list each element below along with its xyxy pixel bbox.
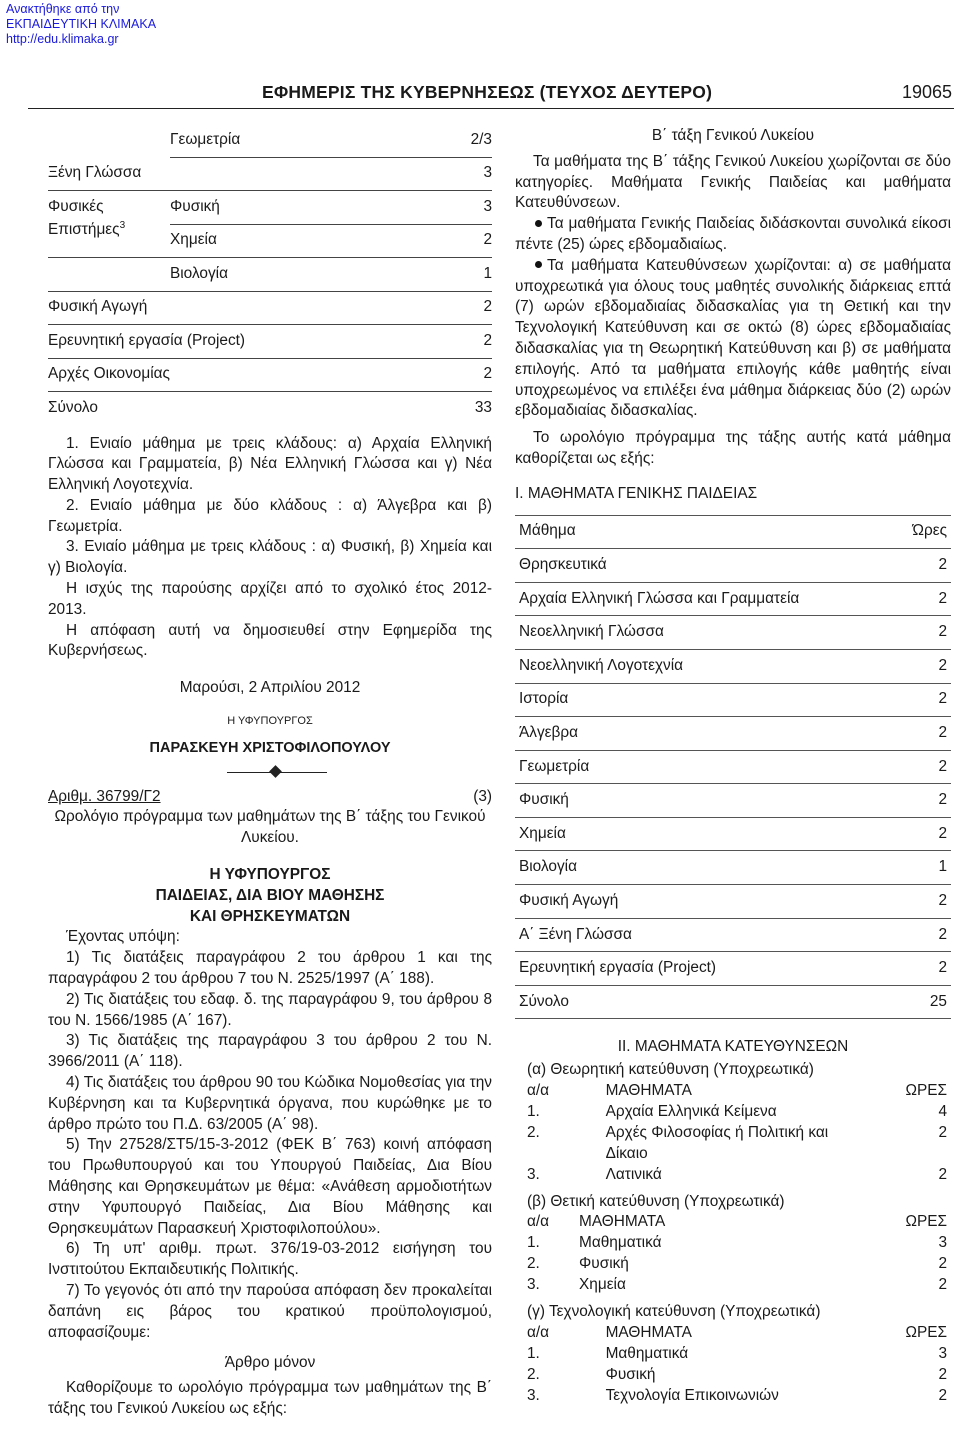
hours-cell: 2	[903, 918, 951, 952]
direction-row	[515, 1386, 951, 1407]
table-header-row	[515, 515, 951, 549]
table-row	[515, 582, 951, 616]
subject-cell: Ερευνητική εργασία (Project)	[48, 325, 452, 359]
table-row	[515, 952, 951, 986]
watermark-line: Ανακτήθηκε από την	[6, 2, 120, 16]
publish-text: Η απόφαση αυτή να δημοσιευθεί στην Εφημερίδα της Κυβερνήσεως.	[48, 621, 492, 660]
considering-label: Έχοντας υπόψη:	[66, 928, 180, 946]
direction-row	[515, 1365, 951, 1386]
row-index: 3.	[527, 1387, 540, 1405]
considering-item: 2) Τις διατάξεις του εδαφ. δ. της παραγράφου 9, του άρθρου 8 του Ν. 1566/1985 (Α΄ 167).	[48, 990, 492, 1029]
table-row	[515, 918, 951, 952]
subject-cell: Ερευνητική εργασία (Project)	[515, 952, 903, 986]
header-rule	[28, 108, 954, 109]
subject-cell: Άλγεβρα	[515, 717, 903, 751]
subject-cell: Μάθημα	[515, 515, 903, 549]
hours-cell: 2	[903, 952, 951, 986]
subject-cell: Χημεία	[515, 817, 903, 851]
bullet-paragraph	[515, 214, 951, 256]
directions-container	[515, 1060, 951, 1407]
footnote: 1. Ενιαίο μάθημα με τρεις κλάδους: α) Αρχαία Ελληνική Γλώσσα και Γραμματεία, β) Νέα Ελληνική Γλώσσα και γ) Νέα Ελληνική Λογοτεχνία.	[48, 434, 492, 494]
direction-row	[515, 1275, 951, 1296]
validity-text: Η ισχύς της παρούσης αρχίζει από το σχολικό έτος 2012-2013.	[48, 580, 492, 618]
schedule-intro: Το ωρολόγιο πρόγραμμα της τάξης αυτής κατά μάθημα καθορίζεται ως εξής:	[515, 429, 951, 467]
course-hours: ΩΡΕΣ	[905, 1213, 947, 1231]
general-education-table	[515, 515, 951, 1020]
row-index: 2.	[527, 1124, 540, 1142]
direction-row	[515, 1102, 951, 1123]
course-name: Φυσική	[579, 1255, 629, 1273]
course-hours: 2	[938, 1255, 947, 1273]
course-name: ΜΑΘΗΜΑΤΑ	[605, 1324, 692, 1342]
section-heading: Β΄ τάξη Γενικού Λυκείου	[651, 127, 815, 144]
hours-cell: 2	[452, 358, 492, 392]
section-title-general: Ι. ΜΑΘΗΜΑΤΑ ΓΕΝΙΚΗΣ ΠΑΙΔΕΙΑΣ	[515, 484, 758, 502]
table-row	[515, 717, 951, 751]
subject-cell: Αρχαία Ελληνική Γλώσσα και Γραμματεία	[515, 582, 903, 616]
hours-cell: 2	[903, 784, 951, 818]
direction-header-row	[515, 1081, 951, 1102]
course-hours: 2	[938, 1165, 947, 1183]
row-index: α/α	[527, 1082, 550, 1100]
subjects-hours-table	[48, 124, 492, 425]
hours-cell: 3	[452, 157, 492, 191]
hours-cell: 1	[452, 258, 492, 292]
authority-line: ΠΑΙΔΕΙΑΣ, ΔΙΑ ΒΙΟΥ ΜΑΘΗΣΗΣ	[155, 886, 385, 904]
hours-cell: 2	[903, 717, 951, 751]
gazette-header	[0, 80, 960, 104]
decision-ref: (3)	[473, 787, 492, 805]
direction-table	[515, 1081, 951, 1186]
bullet-paragraph	[515, 256, 951, 422]
subject-cell: Α΄ Ξένη Γλώσσα	[515, 918, 903, 952]
course-name: Αρχαία Ελληνικά Κείμενα	[605, 1103, 777, 1121]
subject-cell: Νεοελληνική Λογοτεχνία	[515, 649, 903, 683]
direction-row	[515, 1165, 951, 1186]
signatory-name: ΠΑΡΑΣΚΕΥΗ ΧΡΙΣΤΟΦΙΛΟΠΟΥΛΟΥ	[149, 739, 391, 756]
table-row	[515, 549, 951, 583]
subject-cell: Φυσική	[170, 191, 452, 225]
direction-table	[515, 1212, 951, 1296]
decision-number-line	[48, 787, 492, 808]
course-hours: 3	[938, 1234, 947, 1252]
table-row	[515, 784, 951, 818]
subject-cell: Αρχές Οικονομίας	[48, 358, 452, 392]
hours-cell: Ώρες	[903, 515, 951, 549]
place-date: Μαρούσι, 2 Απριλίου 2012	[179, 679, 361, 697]
sciences-group-cell	[48, 191, 170, 258]
authority-line: ΚΑΙ ΘΡΗΣΚΕΥΜΑΤΩΝ	[189, 907, 351, 925]
left-column	[48, 124, 492, 1420]
row-index: 3.	[527, 1165, 540, 1183]
subject-cell: Γεωμετρία	[170, 124, 452, 157]
course-name: ΜΑΘΗΜΑΤΑ	[605, 1082, 692, 1100]
subject-cell: Σύνολο	[515, 985, 903, 1019]
subject-cell: Θρησκευτικά	[515, 549, 903, 583]
page-number: 19065	[901, 82, 952, 102]
table-row	[515, 851, 951, 885]
hours-cell: 2	[903, 817, 951, 851]
course-hours: 2	[938, 1124, 947, 1142]
row-index: 1.	[527, 1345, 540, 1363]
direction-header-row	[515, 1212, 951, 1233]
direction-title: (β) Θετική κατεύθυνση (Υποχρεωτικά)	[527, 1192, 785, 1210]
considering-item: 5) Την 27528/ΣΤ5/15-3-2012 (ΦΕΚ Β΄ 763) κοινή απόφαση του Πρωθυπουργού και του Υπουργού Παιδείας, Δια Βίου Μάθησης και Θρησκευμάτων με θέμα: «Ανάθεση αρμοδιοτήτων στην Υφυπουργό Παιδείας, Δια Βίου Μάθησης και Θρησκευμάτων Παρασκευή Χριστοφιλοπούλου».	[48, 1136, 492, 1237]
hours-cell: 2	[903, 885, 951, 919]
signatory-title: Η ΥΦΥΠΟΥΡΓΟΣ	[227, 715, 313, 728]
watermark-line: ΕΚΠΑΙΔΕΥΤΙΚΗ ΚΛΙΜΑΚΑ	[6, 17, 157, 31]
hours-cell: 2	[903, 683, 951, 717]
considering-item: 3) Τις διατάξεις της παραγράφου 3 του άρθρου 2 του Ν. 3966/2011 (Α΄ 118).	[48, 1032, 492, 1071]
hours-cell: 2	[452, 291, 492, 325]
section-title-directions: ΙΙ. ΜΑΘΗΜΑΤΑ ΚΑΤΕΥΘΥΝΣΕΩΝ	[617, 1038, 849, 1056]
hours-cell: 2	[452, 325, 492, 359]
gazette-title: ΕΦΗΜΕΡΙΣ ΤΗΣ ΚΥΒΕΡΝΗΣΕΩΣ (ΤΕΥΧΟΣ ΔΕΥΤΕΡΟ)	[262, 82, 713, 102]
hours-cell: 2	[452, 224, 492, 258]
direction-title: (γ) Τεχνολογική κατεύθυνση (Υποχρεωτικά)	[527, 1303, 821, 1321]
subject-cell: Βιολογία	[515, 851, 903, 885]
bullet-text: Τα μαθήματα Γενικής Παιδείας διδάσκονται συνολικά είκοσι πέντε (25) ώρες εβδομαδιαίως.	[515, 215, 951, 253]
bullet-icon	[535, 261, 542, 268]
subject-cell: Νεοελληνική Γλώσσα	[515, 616, 903, 650]
subject-cell: Φυσική	[515, 784, 903, 818]
course-hours: ΩΡΕΣ	[905, 1082, 947, 1100]
direction-table	[515, 1323, 951, 1407]
total-label-cell: Σύνολο	[48, 398, 98, 416]
direction-header-row	[515, 1323, 951, 1344]
hours-cell: 3	[452, 191, 492, 225]
course-name: Τεχνολογία Επικοινωνιών	[605, 1387, 779, 1405]
row-index: 3.	[527, 1276, 540, 1294]
direction-title: (α) Θεωρητική κατεύθυνση (Υποχρεωτικά)	[527, 1061, 814, 1079]
row-index: 1.	[527, 1234, 540, 1252]
row-index: α/α	[527, 1324, 550, 1342]
table-row	[515, 750, 951, 784]
course-hours: 4	[938, 1103, 947, 1121]
direction-row	[515, 1344, 951, 1365]
course-name: Φυσική	[605, 1366, 656, 1384]
hours-cell: 2/3	[452, 124, 492, 157]
subject-cell: Γεωμετρία	[515, 750, 903, 784]
course-hours: 2	[938, 1276, 947, 1294]
footnote-mark: 3	[119, 220, 126, 231]
row-index: 1.	[527, 1103, 540, 1121]
bullet-text: Τα μαθήματα Κατευθύνσεων χωρίζονται: α) σε μαθήματα υποχρεωτικά για όλους τους μαθητές συνολικής διάρκειας επτά (7) ωρών εβδομαδιαίας διδασκαλίας για τη Θετική και την Τεχνολογική Κατεύθυνση και σε οκτώ (8) ώρες εβδομαδιαίας διδασκαλίας για τη Θεωρητική Κατεύθυνση και β) σε μαθήματα επιλογής. Από τα μαθήματα επιλογής κάθε μαθητής είναι υποχρεωμένος να επιλέξει ένα μάθημα διάρκειας δύο (2) ωρών εβδομαδιαίας διδασκαλίας.	[515, 256, 951, 420]
hours-cell: 1	[903, 851, 951, 885]
footnote: 2. Ενιαίο μάθημα με δύο κλάδους : α) Άλγεβρα και β) Γεωμετρία.	[48, 496, 492, 535]
bullet-icon	[535, 220, 542, 227]
footnotes	[48, 434, 492, 663]
course-hours: 3	[938, 1345, 947, 1363]
course-hours: 2	[938, 1366, 947, 1384]
hours-cell: 2	[903, 649, 951, 683]
section-divider	[48, 765, 492, 781]
subject-cell: Φυσική Αγωγή	[515, 885, 903, 919]
subject-cell: Χημεία	[170, 224, 452, 258]
course-hours: ΩΡΕΣ	[905, 1324, 947, 1342]
footnote: 3. Ενιαίο μάθημα με τρεις κλάδους : α) Φυσική, β) Χημεία και γ) Βιολογία.	[48, 538, 492, 577]
decision-number: Αριθμ. 36799/Γ2	[48, 787, 161, 805]
direction-row	[515, 1233, 951, 1254]
final-text: Καθορίζουμε το ωρολόγιο πρόγραμμα των μαθημάτων της Β΄ τάξης του Γενικού Λυκείου ως εξής:	[48, 1379, 492, 1417]
group-label: Φυσικές	[48, 198, 104, 215]
direction-row	[515, 1254, 951, 1275]
course-name: Μαθηματικά	[605, 1345, 689, 1363]
subject-cell: Ιστορία	[515, 683, 903, 717]
table-row	[515, 683, 951, 717]
article-heading: Άρθρο μόνον	[224, 1354, 316, 1372]
watermark-link[interactable]: http://edu.klimaka.gr	[6, 32, 119, 46]
subject-cell: Φυσική Αγωγή	[48, 291, 452, 325]
group-label: Επιστήμες	[48, 221, 120, 239]
hours-cell: 25	[903, 985, 951, 1019]
table-row	[515, 885, 951, 919]
course-name: Λατινικά	[605, 1165, 662, 1183]
total-hours-cell: 33	[474, 398, 492, 416]
hours-cell: 2	[903, 582, 951, 616]
course-hours: 2	[938, 1387, 947, 1405]
intro-text: Τα μαθήματα της Β΄ τάξης Γενικού Λυκείου χωρίζονται σε δύο κατηγορίες. Μαθήματα Γενικής Παιδείας και μαθήματα Κατευθύνσεων.	[515, 152, 951, 212]
table-row	[515, 817, 951, 851]
right-column	[515, 124, 951, 1407]
subject-cell: Βιολογία	[170, 258, 452, 292]
row-index: α/α	[527, 1213, 550, 1231]
course-name: Χημεία	[579, 1276, 626, 1294]
direction-row	[515, 1123, 951, 1165]
hours-cell: 2	[903, 616, 951, 650]
authority-line: Η ΥΦΥΠΟΥΡΓΟΣ	[209, 866, 331, 884]
course-name: Αρχές Φιλοσοφίας ή Πολιτική και Δίκαιο	[605, 1124, 829, 1162]
subject-cell: Ξένη Γλώσσα	[48, 157, 452, 191]
considering-item: 7) Το γεγονός ότι από την παρούσα απόφαση δεν προκαλείται δαπάνη εις βάρος του κρατικού προϋπολογισμού, αποφασίζουμε:	[48, 1281, 492, 1341]
source-watermark	[6, 2, 156, 47]
course-name: Μαθηματικά	[579, 1234, 662, 1252]
diamond-icon	[269, 765, 282, 778]
table-row	[515, 985, 951, 1019]
row-index: 2.	[527, 1366, 540, 1384]
course-name: ΜΑΘΗΜΑΤΑ	[579, 1213, 666, 1231]
table-row	[515, 649, 951, 683]
decision-title: Ωρολόγιο πρόγραμμα των μαθημάτων της Β΄ τάξης του Γενικού Λυκείου.	[54, 808, 486, 847]
row-index: 2.	[527, 1255, 540, 1273]
considering-item: 1) Τις διατάξεις παραγράφου 2 του άρθρου 1 και της παραγράφου 2 του άρθρου 7 του Ν. 2525/1997 (Α΄ 188).	[48, 949, 492, 988]
considering-item: 4) Τις διατάξεις του άρθρου 90 του Κώδικα Νομοθεσίας για την Κυβέρνηση και τα Κυβερνητικά όργανα, που κυρώθηκε με το άρθρο πρώτο του Π.Δ. 63/2005 (Α΄ 98).	[48, 1074, 492, 1133]
considering-item: 6) Τη υπ' αριθμ. πρωτ. 376/19-03-2012 εισήγηση του Ινστιτούτου Εκπαιδευτικής Πολιτικής.	[48, 1240, 492, 1279]
hours-cell: 2	[903, 750, 951, 784]
table-row	[515, 616, 951, 650]
hours-cell: 2	[903, 549, 951, 583]
